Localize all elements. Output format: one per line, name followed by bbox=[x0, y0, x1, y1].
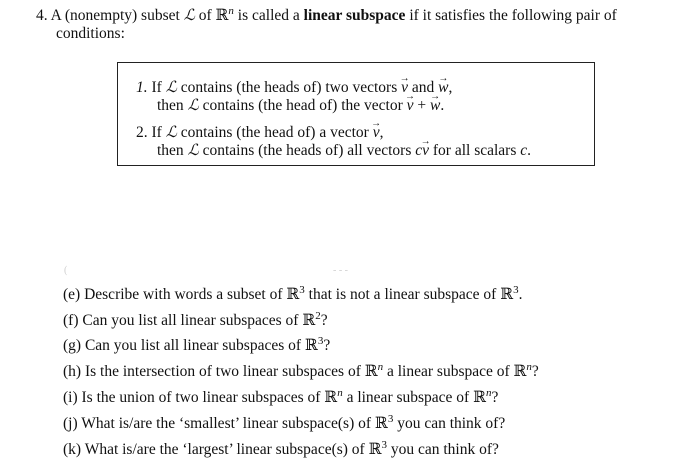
space-symbol-2: ℝ bbox=[513, 363, 527, 380]
question-end: ? bbox=[491, 389, 499, 406]
condition-1-number: 1. bbox=[136, 79, 148, 96]
question-j bbox=[63, 412, 506, 433]
condition-2-if: If bbox=[151, 124, 162, 141]
condition-1-if: If bbox=[151, 79, 162, 96]
condition-2-text-3: for all scalars bbox=[432, 142, 517, 159]
condition-1-line-2 bbox=[157, 97, 444, 115]
question-label: (i) bbox=[63, 389, 78, 406]
space-symbol: ℝ bbox=[215, 7, 229, 24]
condition-1-then: then bbox=[157, 97, 184, 114]
question-text-2: you can think of? bbox=[390, 441, 499, 458]
scalar-c: c bbox=[520, 142, 528, 159]
question-label: (f) bbox=[63, 312, 79, 329]
question-text-2: a linear subspace of bbox=[387, 363, 510, 380]
question-end: ? bbox=[531, 363, 539, 380]
vector-v: v → bbox=[401, 79, 408, 97]
space-symbol: ℝ bbox=[304, 337, 318, 354]
condition-2-number: 2. bbox=[136, 124, 148, 141]
period-2: . bbox=[527, 142, 532, 159]
question-e bbox=[63, 283, 523, 304]
faint-mark-left: ( bbox=[64, 265, 68, 276]
problem-number: 4. bbox=[36, 7, 48, 24]
space-symbol: ℝ bbox=[364, 363, 378, 380]
question-text: Can you list all linear subspaces of bbox=[84, 337, 302, 354]
condition-1-text-2: contains (the head of) the vector bbox=[202, 97, 403, 114]
question-text-2: that is not a linear subspace of bbox=[308, 286, 497, 303]
condition-1-subset-symbol: ℒ bbox=[165, 79, 177, 96]
comma: , bbox=[448, 79, 453, 96]
vector-v-2: v → bbox=[373, 124, 380, 142]
condition-2-subset-symbol: ℒ bbox=[165, 124, 177, 141]
space-symbol-2: ℝ bbox=[500, 286, 514, 303]
question-end: . bbox=[518, 286, 523, 303]
space-symbol-2: ℝ bbox=[473, 389, 486, 406]
vector-w-sum: w → bbox=[430, 97, 440, 115]
question-text: Can you list all linear subspaces of bbox=[82, 312, 299, 329]
question-text: What is/are the ‘smallest’ linear subspace(s) of bbox=[81, 415, 372, 432]
question-h bbox=[63, 360, 539, 381]
condition-1-subset-symbol-2: ℒ bbox=[187, 97, 199, 114]
question-f bbox=[63, 309, 328, 330]
space-symbol: ℝ bbox=[302, 312, 316, 329]
vector-v-sum: v → bbox=[407, 97, 414, 115]
question-text: Describe with words a subset of bbox=[84, 286, 283, 303]
space-symbol: ℝ bbox=[368, 441, 382, 458]
of-text: of bbox=[198, 7, 212, 24]
question-k bbox=[63, 438, 499, 459]
condition-1-and: and bbox=[411, 79, 435, 96]
term-linear-subspace: linear subspace bbox=[303, 7, 406, 24]
space-exponent-2: n bbox=[485, 386, 492, 399]
space-symbol: ℝ bbox=[324, 389, 338, 406]
conditions-word: conditions: bbox=[56, 25, 125, 42]
condition-2-line-1 bbox=[136, 124, 383, 142]
space-exponent: 3 bbox=[317, 334, 324, 347]
subset-symbol: ℒ bbox=[183, 7, 195, 24]
is-called-text: is called a bbox=[237, 7, 300, 24]
question-text: Is the union of two linear subspaces of bbox=[81, 389, 321, 406]
question-text: Is the intersection of two linear subspaces of bbox=[84, 363, 361, 380]
problem-statement-line-2 bbox=[56, 25, 125, 43]
vector-cv: v → bbox=[422, 142, 429, 160]
condition-2-text: contains (the head of) a vector bbox=[180, 124, 369, 141]
question-text-2: a linear subspace of bbox=[346, 389, 470, 406]
space-exponent: 3 bbox=[387, 412, 394, 425]
vector-w: w → bbox=[438, 79, 448, 97]
faint-mark-center: - - - bbox=[333, 265, 348, 276]
plus-sign: + bbox=[417, 97, 427, 114]
space-exponent: 2 bbox=[315, 309, 321, 322]
question-g bbox=[63, 334, 331, 355]
space-exponent-2: n bbox=[526, 360, 532, 373]
question-label: (g) bbox=[63, 337, 82, 354]
if-satisfies-text: if it satisfies the following pair of bbox=[409, 7, 617, 24]
period: . bbox=[440, 97, 445, 114]
condition-1-text: contains (the heads of) two vectors bbox=[180, 79, 398, 96]
condition-2-text-2: contains (the heads of) all vectors bbox=[202, 142, 412, 159]
space-symbol: ℝ bbox=[374, 415, 388, 432]
problem-statement-line-1 bbox=[36, 4, 617, 25]
question-label: (j) bbox=[63, 415, 78, 432]
space-exponent: 3 bbox=[381, 438, 387, 451]
question-i bbox=[63, 386, 499, 407]
question-label: (e) bbox=[63, 286, 81, 303]
condition-2-line-2 bbox=[157, 142, 531, 160]
space-exponent: n bbox=[377, 360, 384, 373]
condition-2-subset-symbol-2: ℒ bbox=[187, 142, 199, 159]
question-text: What is/are the ‘largest’ linear subspace(s) of bbox=[84, 441, 365, 458]
space-symbol: ℝ bbox=[286, 286, 300, 303]
question-text-2: you can think of? bbox=[397, 415, 506, 432]
intro-text: A (nonempty) subset bbox=[50, 7, 180, 24]
space-exponent: n bbox=[228, 4, 234, 17]
comma-2: , bbox=[379, 124, 384, 141]
condition-2-then: then bbox=[157, 142, 184, 159]
question-label: (k) bbox=[63, 441, 82, 458]
question-end: ? bbox=[323, 337, 331, 354]
space-exponent: 3 bbox=[299, 283, 305, 296]
question-label: (h) bbox=[63, 363, 82, 380]
space-exponent: n bbox=[337, 386, 343, 399]
space-exponent-2: 3 bbox=[513, 283, 519, 296]
scalar-c-inline: c bbox=[415, 142, 423, 159]
question-end: ? bbox=[320, 312, 328, 329]
